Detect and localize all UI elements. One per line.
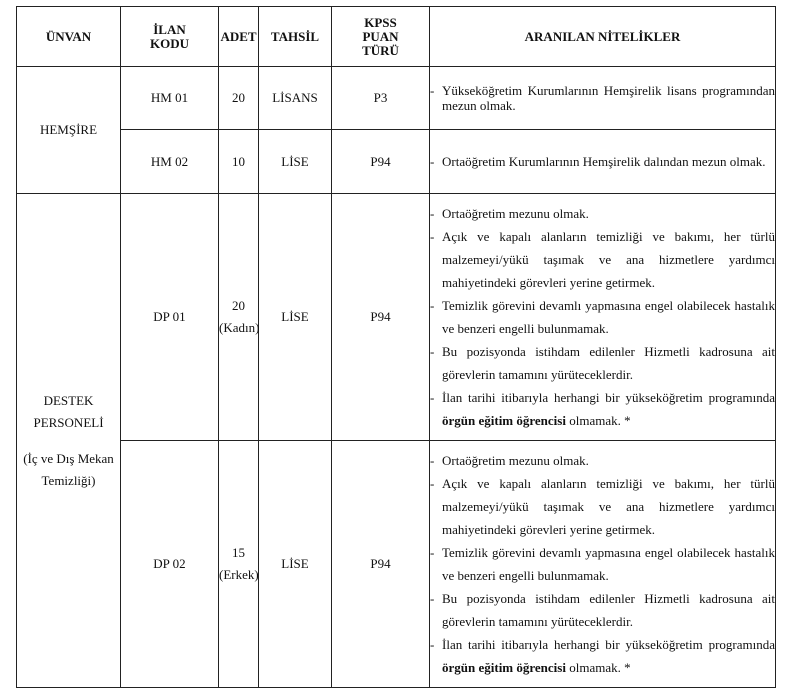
kpss-cell: P3 [332,67,430,130]
qualifications-cell [430,130,776,194]
header-row [17,7,776,67]
qualification-item: - Açık ve kapalı alanların temizliği ve bakımı, her türlü malzemeyi/yükü taşımak ve ana hizmetlere yardımcı mahiyetindeki görevleri yerine getirmek. [430,476,775,537]
subtitle: Temizliği) [41,472,96,488]
qualification-item: - Yükseköğretim Kurumlarının Hemşirelik lisans programından mezun olmak. [430,83,775,113]
qualification-item: - İlan tarihi itibarıyla herhangi bir yükseköğretim programında örgün eğitim öğrencisi olmamak. * [430,637,775,675]
subtitle: (İç ve Dış Mekan [23,450,114,466]
count-cell: 20 [219,67,259,130]
header-unvan: ÜNVAN [17,7,121,67]
kpss-cell: P94 [332,130,430,194]
code-cell: HM 01 [121,67,219,130]
qualification-item: - Bu pozisyonda istihdam edilenler Hizmetli kadrosuna ait görevlerin tamamını yürüteceklerdir. [430,344,775,382]
kpss-cell: P94 [332,441,430,688]
table-row [17,194,776,441]
count-cell: 15 (Erkek) [219,441,259,688]
qualification-item: - Ortaöğretim mezunu olmak. [430,453,589,468]
title-cell: DESTEK PERSONELİ (İç ve Dış Mekan Temizliği) [17,194,121,688]
code-cell: DP 02 [121,441,219,688]
header-ilan-kodu: İLAN KODU [121,7,219,67]
code-cell: HM 02 [121,130,219,194]
count-cell: 20 (Kadın) [219,194,259,441]
header-adet: ADET [219,7,259,67]
education-cell: LİSANS [259,67,332,130]
emphasis-text: örgün eğitim öğrencisi [442,413,566,428]
education-cell: LİSE [259,130,332,194]
qualification-item: - Bu pozisyonda istihdam edilenler Hizmetli kadrosuna ait görevlerin tamamını yürüteceklerdir. [430,591,775,629]
table-row [17,67,776,130]
education-cell: LİSE [259,441,332,688]
kpss-cell: P94 [332,194,430,441]
qualification-item: - Açık ve kapalı alanların temizliği ve bakımı, her türlü malzemeyi/yükü taşımak ve ana hizmetlere yardımcı mahiyetindeki görevleri yerine getirmek. [430,229,775,290]
qualifications-cell [430,194,776,441]
qualification-item: - Temizlik görevini devamlı yapmasına engel olabilecek hastalık ve benzeri engelli bulunmamak. [430,298,775,336]
code-cell: DP 01 [121,194,219,441]
title-cell: HEMŞİRE [17,67,121,194]
header-tahsil: TAHSİL [259,7,332,67]
table-row [17,441,776,688]
table-row [17,130,776,194]
count-cell: 10 [219,130,259,194]
education-cell: LİSE [259,194,332,441]
header-kpss-puan-turu: KPSS PUAN TÜRÜ [332,7,430,67]
qualification-item: - Temizlik görevini devamlı yapmasına engel olabilecek hastalık ve benzeri engelli bulunmamak. [430,545,775,583]
qualification-item: - Ortaöğretim Kurumlarının Hemşirelik dalından mezun olmak. [430,154,766,169]
header-aranilan-nitelikler: ARANILAN NİTELİKLER [430,7,776,67]
qualification-item: - Ortaöğretim mezunu olmak. [430,206,589,221]
qualification-item: - İlan tarihi itibarıyla herhangi bir yükseköğretim programında örgün eğitim öğrencisi olmamak. * [430,390,775,428]
qualifications-cell [430,441,776,688]
emphasis-text: örgün eğitim öğrencisi [442,660,566,675]
job-listing-table [16,6,776,688]
qualifications-cell [430,67,776,130]
